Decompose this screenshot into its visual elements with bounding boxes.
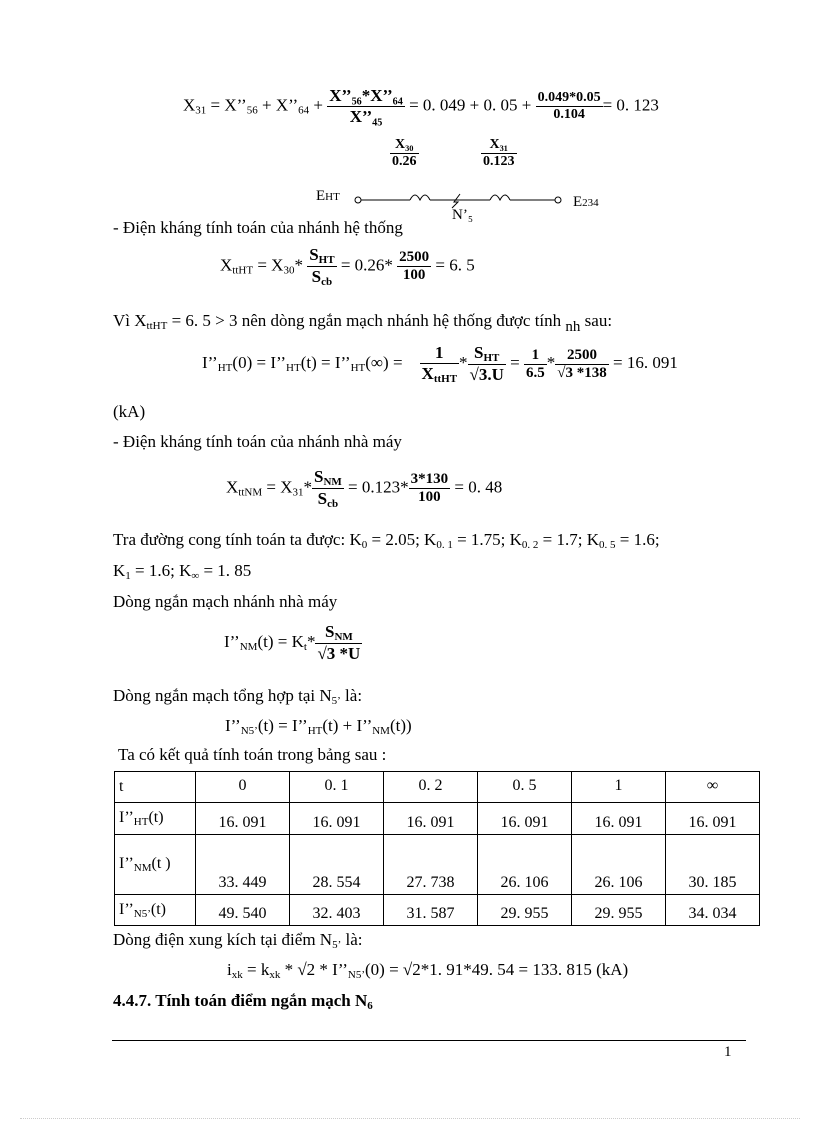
table-row (115, 835, 760, 895)
equation-xtt-nm: $X_{ttNM} = X_{31}*$ $\frac{S_{NM}}{S_{cb}}$ = 0.123* $\frac{3*130}{100}$ = 0. 48 (226, 467, 503, 510)
text-impulse-current: Dòng điện xung kích tại điểm $N_{5’}$ là: (113, 930, 363, 951)
results-table (114, 771, 760, 926)
table-cell: 29. 955 (478, 895, 572, 926)
text-total-current: Dòng ngắn mạch tổng hợp tại $N_{5’}$ là: (113, 686, 363, 707)
equation-ixk: $i_{xk} = k_{xk} * √2$ * $I’’_{N5’}(0) = √2*1$. 91*49. 54 = 133. 815 (kA) (227, 960, 629, 981)
table-cell: 0 (196, 772, 290, 803)
text-ht-reactance: - Điện kháng tính toán của nhánh hệ thống (113, 218, 403, 237)
e234-label: E234 (573, 194, 599, 210)
text-curve-values: Tra đường cong tính toán ta được: $K_0 = 2.05$; $K_{0. 1} = 1.75$; $K_{0. 2} = 1.7$; $K_{0. 5} = 1.6$; (113, 530, 660, 551)
x30-label: $\frac{\text{X₃₀}}{0.26}$ (392, 137, 417, 169)
table-row (115, 803, 760, 835)
row-label: $I’’_{N5’}(t)$ (115, 895, 196, 926)
table-cell: 0. 5 (478, 772, 572, 803)
equation-iht: $I’’_{HT}(0)$ = $I’’_{HT}(t)$ = $I’’_{HT}(\infty)$ = $\frac{1}{X_{ttHT}}$ * $\frac{S_{HT}}{√3.U}$ = $\frac{1}{6.5}$ * $\frac{2500}{√3 *138}$ = 16. 091 (202, 343, 678, 385)
left-node (355, 197, 361, 203)
table-cell: 30. 185 (666, 835, 760, 895)
text-nm-reactance: - Điện kháng tính toán của nhánh nhà máy (113, 432, 402, 451)
table-header-row (115, 772, 760, 803)
table-cell: 28. 554 (290, 835, 384, 895)
equation-xtt-ht: $X_{ttHT} = X_{30}*$ $\frac{S_{HT}}{S_{cb}}$ = 0.26* $\frac{2500}{100}$ = 6. 5 (220, 245, 475, 288)
table-cell: 16. 091 (572, 803, 666, 835)
table-cell: 16. 091 (478, 803, 572, 835)
table-cell: 27. 738 (384, 835, 478, 895)
table-cell: 16. 091 (384, 803, 478, 835)
table-cell: t (115, 772, 196, 803)
section-heading: 4.4.7. Tính toán điểm ngắn mạch $N_6$ (113, 991, 373, 1012)
row-label: $I’’_{HT}(t)$ (115, 803, 196, 835)
inductor-left (410, 195, 430, 200)
fault-symbol (452, 194, 460, 208)
right-node (555, 197, 561, 203)
text-nm-current: Dòng ngắn mạch nhánh nhà máy (113, 592, 338, 611)
table-cell: 16. 091 (666, 803, 760, 835)
page-edge (20, 1118, 800, 1119)
table-cell: 29. 955 (572, 895, 666, 926)
row-label: $I’’_{NM}(t$ ) (115, 835, 196, 895)
table-row (115, 895, 760, 926)
table-cell: 32. 403 (290, 895, 384, 926)
table-cell: ∞ (666, 772, 760, 803)
fault-label: N’₅ (452, 207, 474, 223)
ehT-label: EHT (316, 188, 340, 204)
table-cell: 26. 106 (572, 835, 666, 895)
table-cell: 16. 091 (290, 803, 384, 835)
inductor-right (490, 195, 510, 200)
table-cell: 1 (572, 772, 666, 803)
table-cell: 16. 091 (196, 803, 290, 835)
table-cell: 0. 2 (384, 772, 478, 803)
footer-rule (112, 1040, 746, 1041)
page-number: 1 (724, 1044, 732, 1060)
table-cell: 34. 034 (666, 895, 760, 926)
table-cell: 0. 1 (290, 772, 384, 803)
equation-in5: $I’’_{N5’}(t)$ = $I’’_{HT}(t)$ + $I’’_{NM}(t)$) (225, 716, 412, 737)
x31-label: $\frac{\text{X₃₁}}{0.123}$ (483, 137, 515, 169)
unit-ka: (kA) (113, 402, 146, 421)
table-cell: 33. 449 (196, 835, 290, 895)
text-table-intro: Ta có kết quả tính toán trong bảng sau : (118, 745, 387, 764)
table-cell: 26. 106 (478, 835, 572, 895)
text-condition: Vì $X_{ttHT} = 6$. 5 > 3 nên dòng ngắn mạch nhánh hệ thống được tính nh sau: (113, 311, 613, 335)
equation-inm: $I’’_{NM}(t) = K_t*$ $\frac{S_{NM}}{√3 *U}$ (224, 622, 361, 663)
text-curve-values-2: $K_1 = 1.6$; $K_\infty = 1$. 85 (113, 561, 252, 582)
table-cell: 31. 587 (384, 895, 478, 926)
equation-x31: $X_{31}$ = $X’’_{56}$ + $X’’_{64}$ + $\frac{\text{X’’₅₆*X’’₆₄}}{\text{X’’₄₅}}$ = 0. 049 + 0. 05 + $\frac{0.049*0.05}{0.104}$ = 0. 123 (183, 86, 659, 126)
table-cell: 49. 540 (196, 895, 290, 926)
